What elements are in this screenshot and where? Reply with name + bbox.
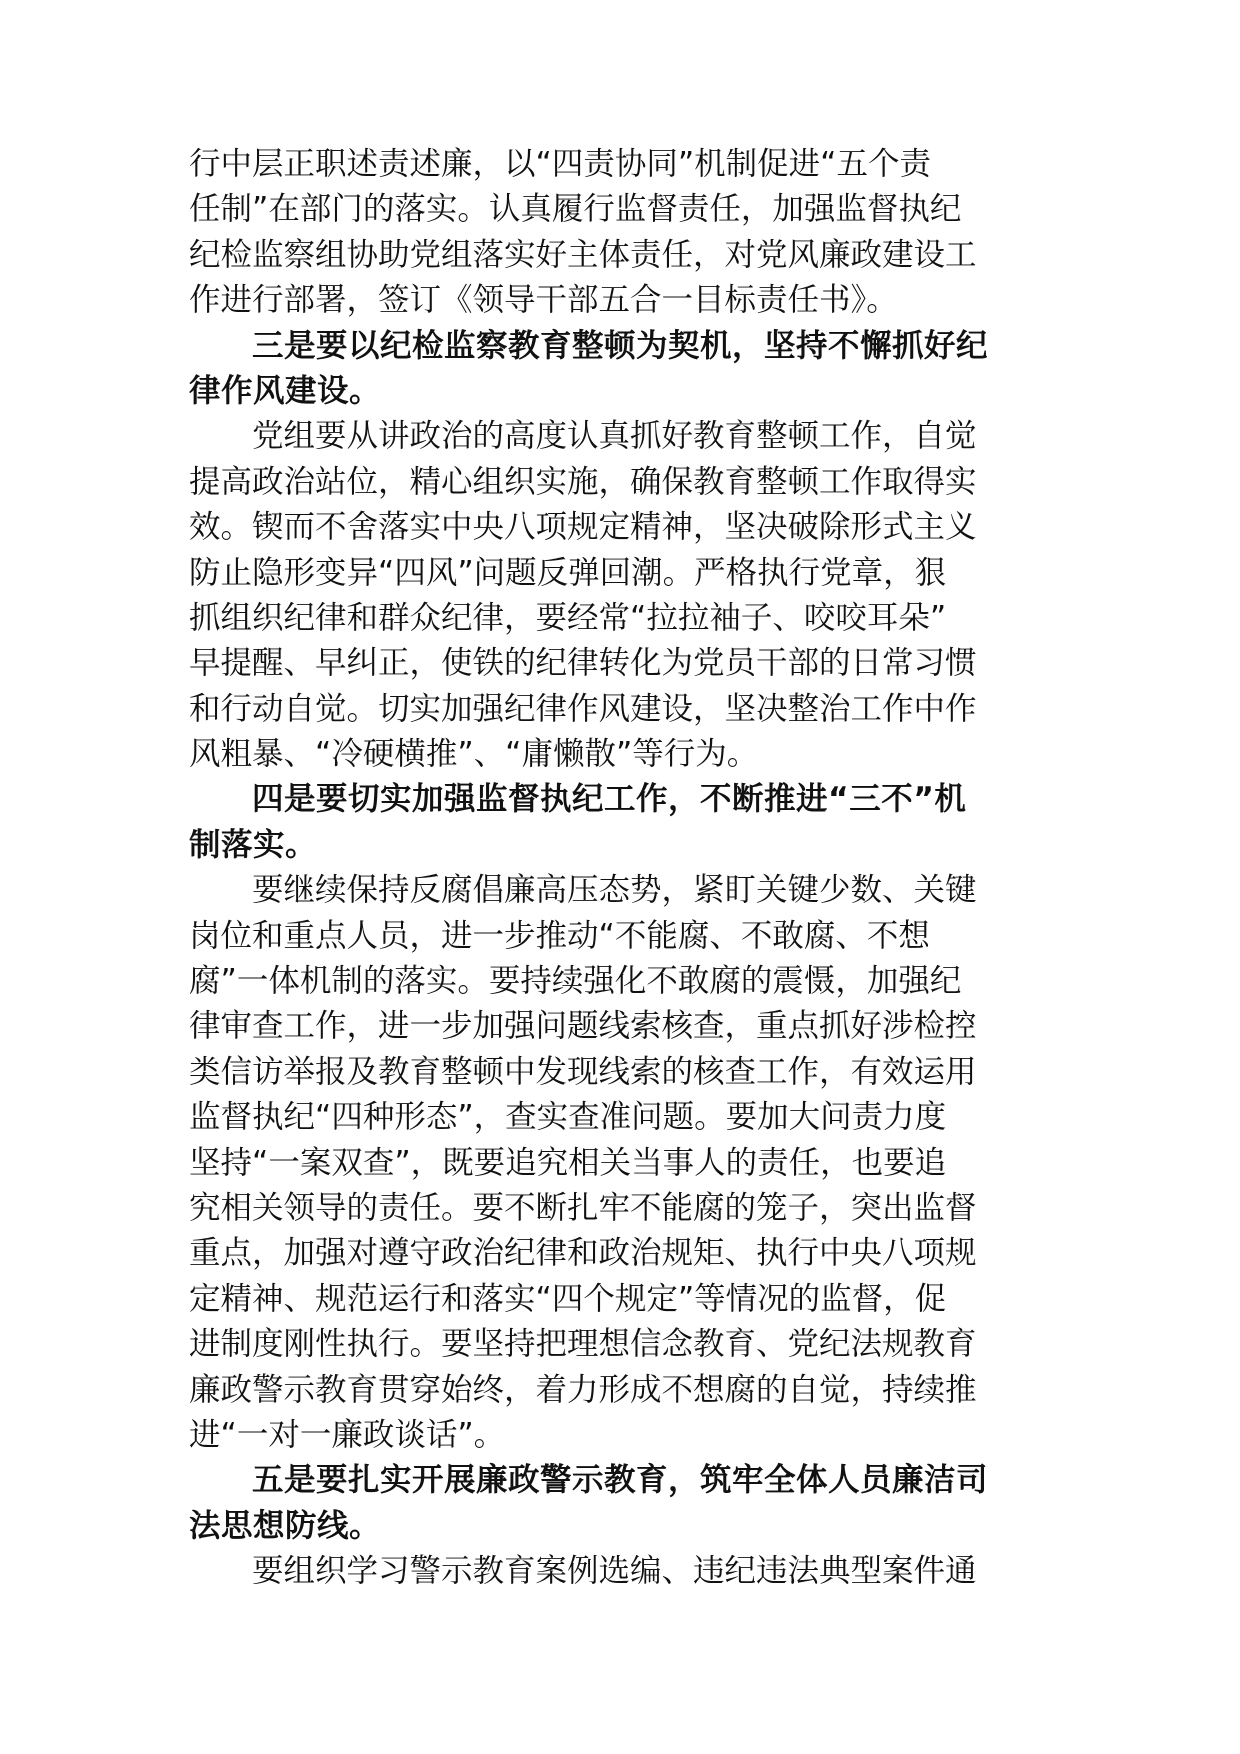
body-text-line: 党组要从讲政治的高度认真抓好教育整顿工作，自觉 — [252, 418, 977, 455]
body-text-line: 效。锲而不舍落实中央八项规定精神，坚决破除形式主义 — [189, 509, 977, 546]
section-heading-line: 四是要切实加强监督执纪工作，不断推进“三不”机 — [252, 781, 967, 818]
document-page — [189, 142, 1055, 1595]
body-text-line: 究相关领导的责任。要不断扎牢不能腐的笼子，突出监督 — [189, 1189, 977, 1226]
body-text-line: 律审查工作，进一步加强问题线索核查，重点抓好涉检控 — [189, 1008, 977, 1045]
body-text-line: 岗位和重点人员，进一步推动“不能腐、不敢腐、不想 — [189, 917, 930, 954]
body-text-line: 任制”在部门的落实。认真履行监督责任，加强监督执纪 — [189, 191, 962, 228]
body-text-line: 进制度刚性执行。要坚持把理想信念教育、党纪法规教育 — [189, 1326, 977, 1363]
body-text-line: 腐”一体机制的落实。要持续强化不敢腐的震慑，加强纪 — [189, 963, 962, 1000]
body-text-line: 重点，加强对遵守政治纪律和政治规矩、执行中央八项规 — [189, 1235, 977, 1272]
body-text-line: 纪检监察组协助党组落实好主体责任，对党风廉政建设工 — [189, 236, 977, 273]
body-text-line: 监督执纪“四种形态”，查实查准问题。要加大问责力度 — [189, 1099, 947, 1136]
section-heading-line: 法思想防线。 — [189, 1507, 382, 1544]
body-text-line: 和行动自觉。切实加强纪律作风建设，坚决整治工作中作 — [189, 690, 977, 727]
body-text-line: 要继续保持反腐倡廉高压态势，紧盯关键少数、关键 — [252, 872, 977, 909]
body-text-line: 抓组织纪律和群众纪律，要经常“拉拉袖子、咬咬耳朵” — [189, 599, 947, 636]
section-heading-line: 律作风建设。 — [189, 372, 382, 409]
body-text-line: 坚持“一案双查”，既要追究相关当事人的责任，也要追 — [189, 1144, 947, 1181]
body-text-line: 进“一对一廉政谈话”。 — [189, 1416, 506, 1453]
body-text-line: 定精神、规范运行和落实“四个规定”等情况的监督，促 — [189, 1280, 947, 1317]
body-text-line: 要组织学习警示教育案例选编、违纪违法典型案件通 — [252, 1553, 977, 1590]
section-heading-line: 制落实。 — [189, 826, 318, 863]
body-text-line: 廉政警示教育贯穿始终，着力形成不想腐的自觉，持续推 — [189, 1371, 977, 1408]
body-text-line: 防止隐形变异“四风”问题反弹回潮。严格执行党章，狠 — [189, 554, 947, 591]
body-text-line: 作进行部署，签订《领导干部五合一目标责任书》。 — [189, 282, 898, 319]
body-text-line: 类信访举报及教育整顿中发现线索的核查工作，有效运用 — [189, 1053, 977, 1090]
body-text-line: 早提醒、早纠正，使铁的纪律转化为党员干部的日常习惯 — [189, 645, 977, 682]
body-text-line: 风粗暴、“冷硬横推”、“庸懒散”等行为。 — [189, 736, 759, 773]
body-text-line: 提高政治站位，精心组织实施，确保教育整顿工作取得实 — [189, 463, 977, 500]
body-text-line: 行中层正职述责述廉，以“四责协同”机制促进“五个责 — [189, 146, 931, 182]
section-heading-line: 五是要扎实开展廉政警示教育，筑牢全体人员廉洁司 — [252, 1462, 989, 1499]
section-heading-line: 三是要以纪检监察教育整顿为契机，坚持不懈抓好纪 — [252, 327, 989, 364]
